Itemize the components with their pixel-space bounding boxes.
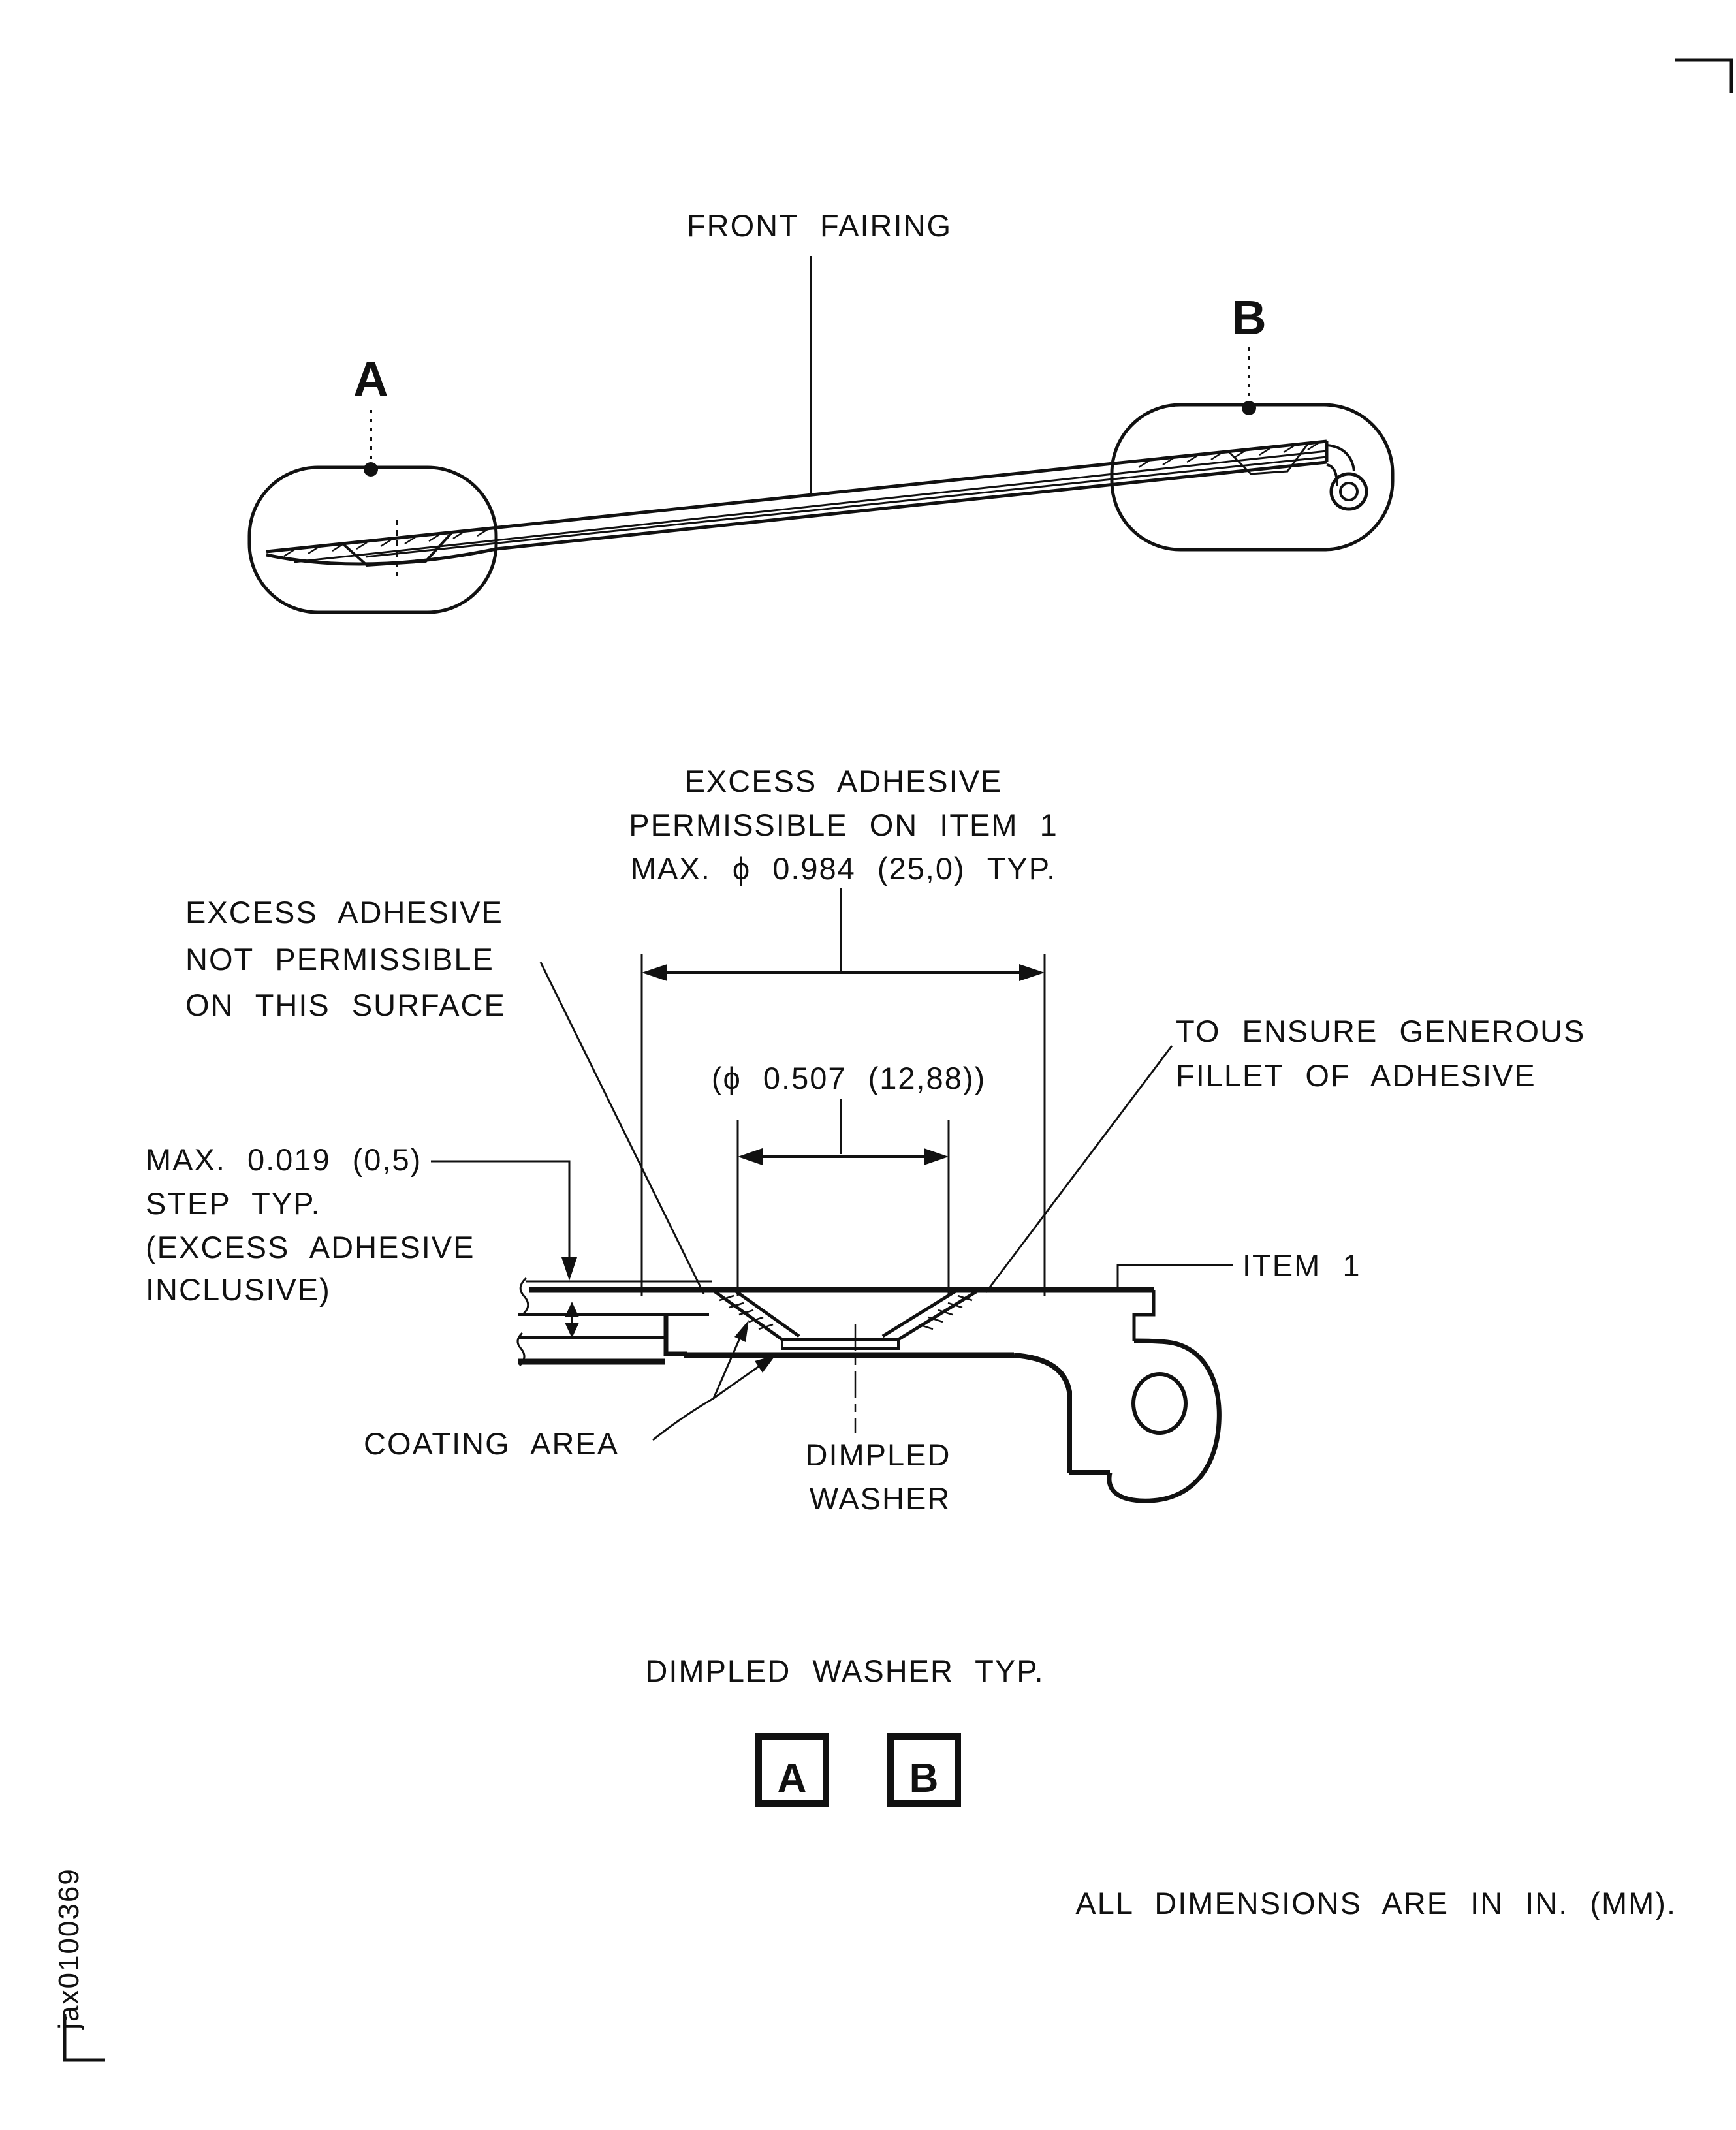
detail-b-leader-dot: [1242, 401, 1256, 415]
fillet-line2: FILLET OF ADHESIVE: [1176, 1058, 1536, 1093]
callout-excess-permissible: [629, 764, 1058, 973]
callout-coating-area: [364, 1320, 776, 1461]
coating-area-text: COATING AREA: [364, 1426, 620, 1461]
detail-a-leader-dot: [364, 462, 378, 477]
dimension-inner: [738, 1120, 949, 1296]
coating-arrowhead-1: [734, 1320, 749, 1342]
dimension-outer: [642, 954, 1045, 1296]
step-thickness-arrow-down: [565, 1323, 579, 1338]
ref-box-b-letter: B: [909, 1756, 940, 1801]
detail-a-letter: A: [353, 352, 388, 406]
caption-text: DIMPLED WASHER TYP.: [645, 1653, 1045, 1688]
outer-arrow-right: [1019, 964, 1045, 981]
dimpled-washer-line1: DIMPLED: [805, 1437, 951, 1472]
inner-arrow-right: [924, 1148, 949, 1165]
callout-hole-dimension: [712, 1061, 986, 1154]
front-fairing-label: FRONT FAIRING: [686, 208, 953, 243]
inner-extension-lines: [738, 1120, 949, 1296]
step-line4: INCLUSIVE): [146, 1272, 331, 1307]
top-view: [249, 208, 1393, 612]
callout-item1: [1118, 1248, 1361, 1287]
step-line3: (EXCESS ADHESIVE: [146, 1230, 475, 1264]
excess-permissible-line3: MAX. ϕ 0.984 (25,0) TYP.: [630, 851, 1057, 886]
step-line1: MAX. 0.019 (0,5): [146, 1142, 422, 1177]
corner-mark-top-right: [1675, 60, 1731, 93]
not-permissible-line1: EXCESS ADHESIVE: [185, 895, 503, 930]
step-line2: STEP TYP.: [146, 1186, 321, 1221]
dimensions-note: ALL DIMENSIONS ARE IN IN. (MM).: [1075, 1886, 1677, 1920]
fairing-blade-linework: [266, 441, 1366, 576]
footer-area: [53, 1868, 1677, 2031]
outer-arrow-left: [642, 964, 667, 981]
caption-area: [645, 1653, 1044, 1804]
hole-dimension-text: (ϕ 0.507 (12,88)): [711, 1061, 986, 1095]
dimpled-washer-line2: WASHER: [809, 1481, 951, 1516]
step-leader-arrowhead: [561, 1257, 577, 1281]
excess-permissible-line1: EXCESS ADHESIVE: [684, 764, 1003, 798]
fillet-leader: [986, 1046, 1172, 1292]
outer-extension-lines: [642, 954, 1045, 1296]
item1-leader: [1118, 1265, 1233, 1287]
not-permissible-line3: ON THIS SURFACE: [185, 988, 506, 1022]
section-view: [146, 764, 1585, 1516]
callout-step: [146, 1142, 579, 1338]
coating-leader-stem: [653, 1398, 714, 1440]
figure-id-text: jax0100369: [53, 1868, 85, 2029]
fillet-line1: TO ENSURE GENEROUS: [1176, 1014, 1586, 1048]
ref-box-a-letter: A: [777, 1756, 808, 1801]
label-dimpled-washer: [806, 1437, 951, 1516]
detail-b-balloon: [1112, 405, 1393, 550]
detail-b-letter: B: [1231, 290, 1267, 345]
not-permissible-line2: NOT PERMISSIBLE: [185, 942, 494, 977]
item1-text: ITEM 1: [1242, 1248, 1361, 1283]
not-permissible-leader: [541, 962, 704, 1294]
inner-arrow-left: [738, 1148, 763, 1165]
excess-permissible-line2: PERMISSIBLE ON ITEM 1: [629, 807, 1058, 842]
